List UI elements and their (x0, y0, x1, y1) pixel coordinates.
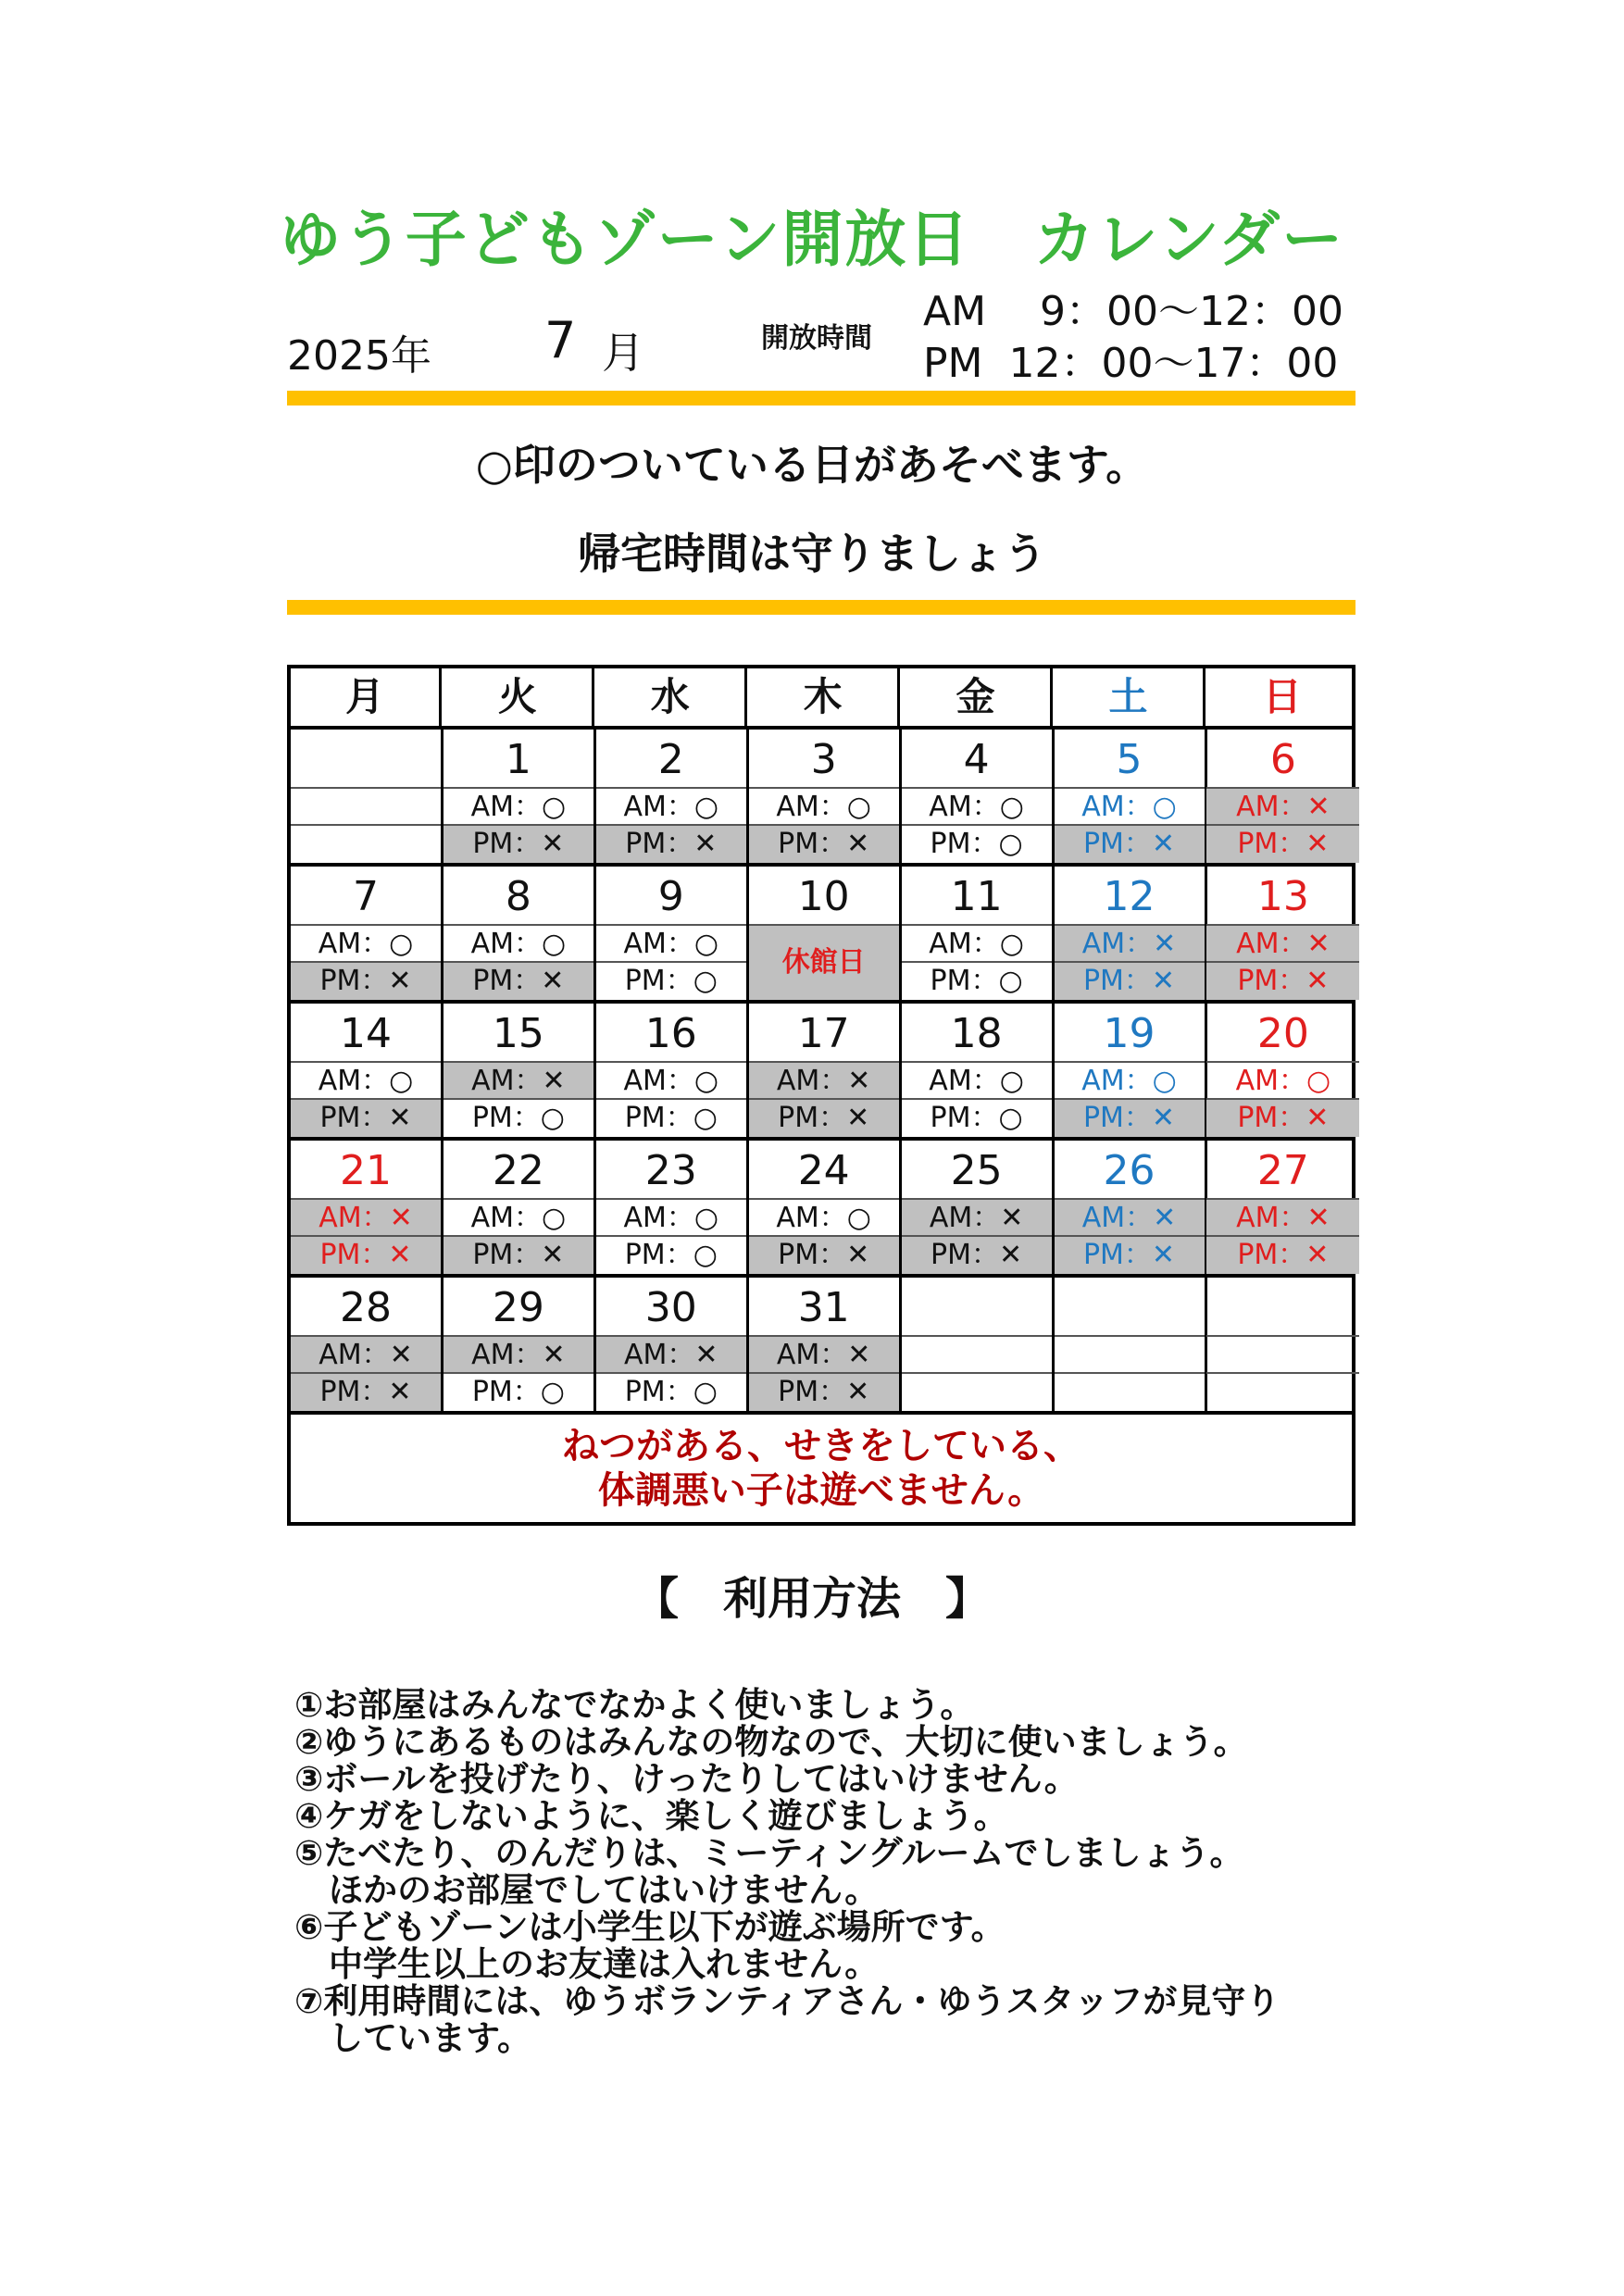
divider-bar-top (287, 391, 1355, 406)
am-availability (902, 1337, 1052, 1374)
am-availability: AM：✕ (596, 1337, 746, 1374)
notice-circle-days: ○印のついている日があそべます。 (475, 440, 1149, 490)
day-number: 29 (443, 1278, 593, 1337)
day-number: 11 (902, 867, 1052, 926)
am-availability: AM：○ (291, 1063, 441, 1100)
pm-availability: PM：○ (624, 965, 718, 997)
am-availability: AM：○ (596, 1063, 746, 1100)
calendar-day-cell (749, 1004, 902, 1137)
calendar-day-cell (1206, 730, 1359, 863)
weekday-header: 月 (291, 668, 442, 726)
pm-availability: PM：○ (624, 1376, 718, 1408)
pm-availability (1206, 1374, 1359, 1411)
pm-availability: PM：○ (930, 965, 1023, 997)
weekday-header: 土 (1055, 668, 1206, 726)
am-availability: AM：○ (1055, 1063, 1205, 1100)
pm-availability (1055, 1374, 1205, 1411)
am-availability: AM：✕ (1055, 926, 1205, 963)
day-number: 17 (749, 1004, 899, 1063)
calendar-day-cell (291, 1278, 443, 1411)
am-availability: AM：○ (749, 789, 899, 826)
pm-availability: PM：✕ (291, 1374, 441, 1411)
calendar-day-cell (1206, 1004, 1359, 1137)
day-number: 18 (902, 1004, 1052, 1063)
calendar-day-cell (902, 1004, 1055, 1137)
calendar-day-cell (1206, 867, 1359, 1000)
pm-availability: PM：○ (471, 1376, 565, 1408)
calendar-day-cell (1055, 730, 1207, 863)
usage-rule-line: しています。 (294, 2018, 532, 2058)
am-availability: AM：✕ (443, 1063, 593, 1100)
pm-availability: PM：✕ (443, 826, 593, 863)
am-availability: AM：○ (443, 1200, 593, 1237)
calendar-table (287, 665, 1355, 1526)
usage-rule-line: ③ボールを投げたり、けったりしてはいけません。 (294, 1759, 1079, 1799)
day-number (291, 730, 441, 789)
pm-availability: PM：✕ (1206, 1100, 1359, 1137)
am-availability (1206, 1337, 1359, 1374)
usage-rule-line: ⑥子どもゾーンは小学生以下が遊ぶ場所です。 (294, 1907, 1006, 1947)
pm-availability (902, 1374, 1052, 1411)
calendar-title: ゆう子どもゾーン開放日 カレンダー (279, 204, 1345, 275)
usage-rule-line: ②ゆうにあるものはみんなの物なので、大切に使いましょう。 (294, 1722, 1248, 1762)
day-number: 3 (749, 730, 899, 789)
am-availability: AM：○ (902, 789, 1052, 826)
year-label: 2025年 (287, 332, 431, 380)
weekday-header: 火 (443, 668, 594, 726)
weekday-header-row (291, 668, 1352, 730)
calendar-day-cell (291, 1141, 443, 1274)
calendar-day-cell (443, 1278, 596, 1411)
pm-availability: PM：○ (930, 828, 1023, 860)
day-number: 8 (443, 867, 593, 926)
calendar-day-cell (749, 867, 902, 1000)
day-number (1206, 1278, 1359, 1337)
calendar-day-cell (1206, 1278, 1359, 1411)
day-number: 10 (749, 867, 899, 926)
calendar-week-row (291, 1278, 1352, 1415)
calendar-day-cell (1055, 1004, 1207, 1137)
day-number: 6 (1206, 730, 1359, 789)
calendar-day-cell (1055, 1278, 1207, 1411)
calendar-day-cell (443, 1141, 596, 1274)
calendar-day-cell (443, 867, 596, 1000)
pm-availability: PM：○ (624, 1102, 718, 1134)
usage-rule-line: ⑦利用時間には、ゆうボランティアさん・ゆうスタッフが見守り (294, 1981, 1280, 2021)
usage-rule-line: ④ケガをしないように、楽しく遊びましょう。 (294, 1796, 1008, 1836)
calendar-day-cell (443, 1004, 596, 1137)
calendar-day-cell (291, 730, 443, 863)
weekday-header: 木 (749, 668, 900, 726)
am-availability: AM：✕ (1055, 1200, 1205, 1237)
am-availability: AM：○ (596, 1200, 746, 1237)
calendar-day-cell (902, 1141, 1055, 1274)
pm-availability: PM：✕ (749, 1100, 899, 1137)
calendar-day-cell (749, 1141, 902, 1274)
divider-bar-bottom (287, 600, 1355, 615)
calendar-day-cell (291, 1004, 443, 1137)
pm-availability: PM：✕ (291, 1237, 441, 1274)
am-availability: AM：✕ (749, 1337, 899, 1374)
calendar-day-cell (596, 1141, 749, 1274)
day-number: 5 (1055, 730, 1205, 789)
day-number (902, 1278, 1052, 1337)
day-number: 27 (1206, 1141, 1359, 1200)
pm-availability: PM：✕ (1055, 963, 1205, 1000)
pm-availability: PM：✕ (596, 826, 746, 863)
closed-day-label: 休館日 (749, 926, 899, 1000)
pm-availability: PM：✕ (443, 1237, 593, 1274)
health-warning-line-2: 体調悪い子は遊べません。 (597, 1469, 1045, 1512)
am-availability: AM：✕ (1206, 1200, 1359, 1237)
am-availability: AM：○ (1055, 789, 1205, 826)
calendar-day-cell (596, 1004, 749, 1137)
calendar-day-cell (596, 867, 749, 1000)
day-number (1055, 1278, 1205, 1337)
am-availability: AM：○ (749, 1200, 899, 1237)
day-number: 25 (902, 1141, 1052, 1200)
day-number: 24 (749, 1141, 899, 1200)
am-availability: AM：✕ (1206, 789, 1359, 826)
opening-hours-label: 開放時間 (761, 322, 872, 355)
day-number: 20 (1206, 1004, 1359, 1063)
calendar-week-row (291, 1141, 1352, 1278)
month-number: 7 (544, 311, 577, 369)
calendar-day-cell (596, 1278, 749, 1411)
pm-availability: PM：✕ (1206, 1237, 1359, 1274)
am-availability: AM：○ (902, 926, 1052, 963)
pm-availability: PM：✕ (291, 1100, 441, 1137)
calendar-day-cell (1055, 867, 1207, 1000)
pm-availability: PM：✕ (443, 963, 593, 1000)
calendar-day-cell (443, 730, 596, 863)
calendar-day-cell (291, 867, 443, 1000)
am-availability: AM：○ (1206, 1063, 1359, 1100)
calendar-week-row (291, 730, 1352, 867)
day-number: 19 (1055, 1004, 1205, 1063)
am-availability (291, 789, 441, 826)
usage-rule-line: 中学生以上のお友達は入れません。 (294, 1944, 880, 1984)
am-availability (1055, 1337, 1205, 1374)
day-number: 23 (596, 1141, 746, 1200)
calendar-day-cell (596, 730, 749, 863)
pm-availability (291, 826, 441, 863)
day-number: 22 (443, 1141, 593, 1200)
health-warning-line-1: ねつがある、せきをしている、 (562, 1425, 1081, 1467)
am-availability: AM：✕ (902, 1200, 1052, 1237)
calendar-day-cell (749, 1278, 902, 1411)
usage-rule-line: ①お部屋はみんなでなかよく使いましょう。 (294, 1685, 975, 1725)
month-unit: 月 (602, 328, 644, 378)
am-availability: AM：○ (443, 926, 593, 963)
pm-availability: PM：○ (930, 1102, 1023, 1134)
day-number: 12 (1055, 867, 1205, 926)
am-availability: AM：✕ (749, 1063, 899, 1100)
notice-return-time: 帰宅時間は守りましょう (578, 529, 1046, 579)
am-availability: AM：○ (902, 1063, 1052, 1100)
am-availability: AM：✕ (291, 1200, 441, 1237)
pm-availability: PM：✕ (749, 1237, 899, 1274)
day-number: 31 (749, 1278, 899, 1337)
day-number: 16 (596, 1004, 746, 1063)
weekday-header: 水 (596, 668, 747, 726)
usage-rule-line: ほかのお部屋でしてはいけません。 (294, 1870, 880, 1910)
calendar-day-cell (749, 730, 902, 863)
calendar-day-cell (1055, 1141, 1207, 1274)
pm-availability: PM：✕ (902, 1237, 1052, 1274)
calendar-week-row (291, 1004, 1352, 1141)
calendar-week-row (291, 867, 1352, 1004)
pm-availability: PM：✕ (1055, 1100, 1205, 1137)
health-warning (291, 1413, 1352, 1522)
calendar-day-cell (902, 867, 1055, 1000)
calendar-day-cell (902, 1278, 1055, 1411)
usage-title: 【 利用方法 】 (633, 1573, 990, 1625)
opening-hours-pm: PM 12：00〜17：00 (923, 340, 1339, 387)
pm-availability: PM：○ (471, 1102, 565, 1134)
am-availability: AM：○ (443, 789, 593, 826)
weekday-header: 金 (902, 668, 1053, 726)
pm-availability: PM：✕ (749, 1374, 899, 1411)
day-number: 7 (291, 867, 441, 926)
am-availability: AM：✕ (443, 1337, 593, 1374)
pm-availability: PM：✕ (749, 826, 899, 863)
calendar-day-cell (1206, 1141, 1359, 1274)
pm-availability: PM：✕ (1055, 1237, 1205, 1274)
opening-hours-am: AM 9：00〜12：00 (923, 288, 1344, 335)
pm-availability: PM：✕ (1206, 963, 1359, 1000)
day-number: 9 (596, 867, 746, 926)
am-availability: AM：○ (596, 926, 746, 963)
day-number: 28 (291, 1278, 441, 1337)
pm-availability: PM：○ (624, 1239, 718, 1271)
usage-rule-line: ⑤たべたり、のんだりは、ミーティングルームでしましょう。 (294, 1833, 1244, 1873)
day-number: 26 (1055, 1141, 1205, 1200)
day-number: 4 (902, 730, 1052, 789)
day-number: 1 (443, 730, 593, 789)
calendar-day-cell (902, 730, 1055, 863)
day-number: 21 (291, 1141, 441, 1200)
am-availability: AM：○ (596, 789, 746, 826)
usage-rules-list (294, 1687, 1280, 2057)
pm-availability: PM：✕ (1055, 826, 1205, 863)
am-availability: AM：○ (291, 926, 441, 963)
pm-availability: PM：✕ (291, 963, 441, 1000)
weekday-header: 日 (1262, 674, 1302, 719)
day-number: 14 (291, 1004, 441, 1063)
am-availability: AM：✕ (291, 1337, 441, 1374)
pm-availability: PM：✕ (1206, 826, 1359, 863)
day-number: 15 (443, 1004, 593, 1063)
am-availability: AM：✕ (1206, 926, 1359, 963)
day-number: 30 (596, 1278, 746, 1337)
day-number: 13 (1206, 867, 1359, 926)
day-number: 2 (596, 730, 746, 789)
